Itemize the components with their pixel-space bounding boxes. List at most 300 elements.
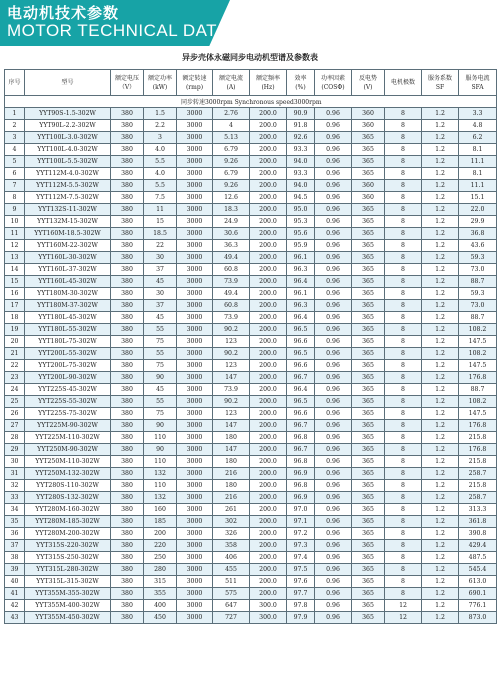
table-cell: 0.96: [315, 432, 352, 444]
table-cell: 8: [385, 396, 422, 408]
table-cell: 180: [213, 456, 250, 468]
table-cell: 132: [144, 468, 177, 480]
table-row: [5, 588, 497, 600]
table-cell: 8: [385, 432, 422, 444]
table-cell: 1.2: [422, 192, 459, 204]
table-cell: YYT180L-75-302W: [25, 336, 111, 348]
table-cell: 41: [5, 588, 25, 600]
table-cell: 360: [352, 192, 385, 204]
table-cell: 3000: [177, 408, 213, 420]
table-cell: 1.2: [422, 612, 459, 624]
table-cell: 6.79: [213, 168, 250, 180]
table-cell: 390.8: [459, 528, 497, 540]
table-cell: 380: [111, 480, 144, 492]
table-cell: 3000: [177, 468, 213, 480]
table-cell: YYT225S-75-302W: [25, 408, 111, 420]
table-cell: 22.0: [459, 204, 497, 216]
table-cell: 0.96: [315, 324, 352, 336]
table-cell: 0.96: [315, 300, 352, 312]
table-cell: 8: [385, 156, 422, 168]
table-cell: YYT100L-3.0-302W: [25, 132, 111, 144]
table-cell: 200.0: [250, 240, 287, 252]
table-cell: 94.0: [287, 156, 315, 168]
table-cell: 8: [385, 228, 422, 240]
header-banner: [0, 0, 500, 46]
table-cell: 18.5: [144, 228, 177, 240]
table-cell: 2.2: [144, 120, 177, 132]
table-cell: 132: [144, 492, 177, 504]
table-row: [5, 348, 497, 360]
table-cell: 0.96: [315, 504, 352, 516]
table-cell: 380: [111, 588, 144, 600]
table-cell: 97.4: [287, 552, 315, 564]
table-cell: 108.2: [459, 348, 497, 360]
table-cell: 200.0: [250, 408, 287, 420]
table-cell: 380: [111, 396, 144, 408]
table-cell: 90.9: [287, 108, 315, 120]
table-cell: 0.96: [315, 480, 352, 492]
table-cell: YYT160L-37-302W: [25, 264, 111, 276]
table-cell: 360: [352, 108, 385, 120]
column-header: [385, 70, 422, 96]
column-header-unit: (COSΦ): [321, 83, 345, 91]
table-cell: 96.5: [287, 348, 315, 360]
table-cell: YYT90S-1.5-302W: [25, 108, 111, 120]
table-cell: YYT355M-355-302W: [25, 588, 111, 600]
table-row: [5, 612, 497, 624]
table-cell: 575: [213, 588, 250, 600]
table-cell: 365: [352, 372, 385, 384]
table-cell: 12: [5, 240, 25, 252]
column-header-label: 效率: [294, 74, 307, 82]
table-cell: 0.96: [315, 192, 352, 204]
table-cell: 42: [5, 600, 25, 612]
table-cell: 380: [111, 516, 144, 528]
table-cell: 1.2: [422, 396, 459, 408]
table-cell: 11: [144, 204, 177, 216]
table-cell: 2: [5, 120, 25, 132]
table-cell: 0.96: [315, 276, 352, 288]
table-cell: 380: [111, 336, 144, 348]
table-cell: 97.7: [287, 588, 315, 600]
column-header: [250, 70, 287, 96]
table-cell: 1.2: [422, 336, 459, 348]
table-cell: 176.8: [459, 420, 497, 432]
table-cell: YYT280M-160-302W: [25, 504, 111, 516]
table-cell: 8: [385, 492, 422, 504]
table-cell: 34: [5, 504, 25, 516]
table-cell: 365: [352, 240, 385, 252]
table-row: [5, 600, 497, 612]
table-row: [5, 516, 497, 528]
table-cell: 361.8: [459, 516, 497, 528]
table-cell: 727: [213, 612, 250, 624]
table-cell: 60.8: [213, 300, 250, 312]
table-cell: 200.0: [250, 384, 287, 396]
table-cell: 22: [144, 240, 177, 252]
table-cell: 8: [385, 300, 422, 312]
table-cell: YYT280S-110-302W: [25, 480, 111, 492]
table-cell: 123: [213, 408, 250, 420]
table-row: [5, 240, 497, 252]
table-cell: 8: [385, 168, 422, 180]
table-cell: 97.9: [287, 612, 315, 624]
table-cell: 360: [352, 120, 385, 132]
table-cell: 0.96: [315, 336, 352, 348]
table-cell: 360: [352, 180, 385, 192]
table-cell: 200.0: [250, 528, 287, 540]
table-cell: 0.96: [315, 468, 352, 480]
table-cell: 0.96: [315, 156, 352, 168]
table-cell: 4.8: [459, 120, 497, 132]
column-header-label: 额定转速: [182, 74, 207, 82]
table-cell: 200.0: [250, 396, 287, 408]
table-cell: 90.2: [213, 396, 250, 408]
table-cell: 96.5: [287, 396, 315, 408]
table-cell: 216: [213, 468, 250, 480]
table-cell: 3000: [177, 204, 213, 216]
table-cell: 450: [144, 612, 177, 624]
table-cell: 1.2: [422, 216, 459, 228]
table-cell: 380: [111, 468, 144, 480]
table-row: [5, 576, 497, 588]
table-cell: 3000: [177, 384, 213, 396]
table-cell: 110: [144, 456, 177, 468]
table-cell: YYT200L-75-302W: [25, 360, 111, 372]
table-cell: 0.96: [315, 348, 352, 360]
table-cell: 1.2: [422, 552, 459, 564]
table-cell: 3000: [177, 216, 213, 228]
table-row: [5, 300, 497, 312]
table-cell: 380: [111, 276, 144, 288]
table-cell: 200.0: [250, 144, 287, 156]
table-cell: 40: [5, 576, 25, 588]
table-cell: 647: [213, 600, 250, 612]
table-cell: 0.96: [315, 456, 352, 468]
table-cell: 0.96: [315, 528, 352, 540]
table-cell: 3000: [177, 348, 213, 360]
table-cell: 8: [5, 192, 25, 204]
table-cell: 365: [352, 420, 385, 432]
table-cell: 216: [213, 492, 250, 504]
table-cell: 3000: [177, 324, 213, 336]
table-cell: 8: [385, 528, 422, 540]
motor-spec-table: [4, 69, 497, 624]
table-cell: 380: [111, 288, 144, 300]
table-row: [5, 504, 497, 516]
table-cell: 0.96: [315, 216, 352, 228]
table-cell: 365: [352, 540, 385, 552]
table-row: [5, 372, 497, 384]
table-cell: 21: [5, 348, 25, 360]
table-cell: 380: [111, 504, 144, 516]
table-cell: 365: [352, 384, 385, 396]
table-cell: 88.7: [459, 312, 497, 324]
table-cell: 96.7: [287, 372, 315, 384]
table-row: [5, 360, 497, 372]
table-cell: 45: [144, 312, 177, 324]
table-cell: 8: [385, 120, 422, 132]
table-cell: 380: [111, 252, 144, 264]
column-header-unit: (V): [363, 83, 373, 91]
table-cell: 90: [144, 420, 177, 432]
table-cell: 97.0: [287, 504, 315, 516]
table-cell: 8: [385, 204, 422, 216]
table-cell: 15: [144, 216, 177, 228]
table-cell: 30: [144, 252, 177, 264]
table-cell: 380: [111, 420, 144, 432]
table-cell: 0.96: [315, 516, 352, 528]
table-cell: 300.0: [250, 612, 287, 624]
table-cell: 147: [213, 444, 250, 456]
table-cell: 776.1: [459, 600, 497, 612]
table-cell: 96.4: [287, 384, 315, 396]
table-cell: 3000: [177, 372, 213, 384]
table-cell: 358: [213, 540, 250, 552]
table-cell: 3.3: [459, 108, 497, 120]
table-cell: 380: [111, 564, 144, 576]
table-cell: 355: [144, 588, 177, 600]
table-row: [5, 288, 497, 300]
table-cell: 8: [385, 360, 422, 372]
table-cell: 3: [144, 132, 177, 144]
table-cell: 1.2: [422, 444, 459, 456]
table-cell: 200.0: [250, 252, 287, 264]
table-cell: 1.2: [422, 456, 459, 468]
table-cell: YYT160L-30-302W: [25, 252, 111, 264]
table-cell: 365: [352, 264, 385, 276]
table-cell: 13: [5, 252, 25, 264]
table-cell: 10: [5, 216, 25, 228]
table-cell: 1.2: [422, 132, 459, 144]
table-cell: 8: [385, 408, 422, 420]
table-cell: 97.6: [287, 576, 315, 588]
table-cell: 3000: [177, 312, 213, 324]
table-cell: 1.2: [422, 228, 459, 240]
table-cell: 8: [385, 516, 422, 528]
table-cell: 0.96: [315, 288, 352, 300]
table-cell: 1.2: [422, 576, 459, 588]
table-cell: 200.0: [250, 456, 287, 468]
table-cell: 365: [352, 564, 385, 576]
table-cell: 365: [352, 456, 385, 468]
table-cell: 8: [385, 576, 422, 588]
table-row: [5, 192, 497, 204]
column-header-unit: (Hz): [261, 83, 275, 91]
table-cell: 73.0: [459, 264, 497, 276]
table-cell: 1.2: [422, 144, 459, 156]
table-cell: 365: [352, 396, 385, 408]
table-cell: 15: [5, 276, 25, 288]
table-cell: 18.3: [213, 204, 250, 216]
table-cell: 2.76: [213, 108, 250, 120]
table-cell: 365: [352, 276, 385, 288]
header-title-cn: 电动机技术参数: [7, 4, 120, 22]
table-cell: YYT250M-90-302W: [25, 444, 111, 456]
table-cell: 24: [5, 384, 25, 396]
table-cell: 1.2: [422, 588, 459, 600]
table-cell: 15.1: [459, 192, 497, 204]
table-cell: 73.9: [213, 276, 250, 288]
table-cell: 96.6: [287, 360, 315, 372]
table-cell: YYT280M-185-302W: [25, 516, 111, 528]
table-cell: 3000: [177, 564, 213, 576]
table-cell: 27: [5, 420, 25, 432]
table-cell: 380: [111, 456, 144, 468]
table-cell: 3000: [177, 480, 213, 492]
table-cell: 8: [385, 276, 422, 288]
table-cell: YYT315L-280-302W: [25, 564, 111, 576]
table-cell: 200.0: [250, 180, 287, 192]
table-cell: 0.96: [315, 312, 352, 324]
table-cell: 19: [5, 324, 25, 336]
table-cell: 1.2: [422, 324, 459, 336]
table-cell: 545.4: [459, 564, 497, 576]
table-cell: 200.0: [250, 540, 287, 552]
table-cell: 147.5: [459, 360, 497, 372]
table-cell: 96.6: [287, 408, 315, 420]
table-cell: YYT90L-2.2-302W: [25, 120, 111, 132]
table-cell: 180: [213, 432, 250, 444]
column-header-label: 服务电流: [465, 74, 490, 82]
column-header-label: 反电势: [358, 74, 377, 82]
column-header-label: 序号: [8, 79, 21, 86]
table-cell: 55: [144, 324, 177, 336]
table-cell: 200.0: [250, 444, 287, 456]
table-cell: 3000: [177, 108, 213, 120]
column-header-label: 电机极数: [390, 79, 415, 86]
table-cell: 96.8: [287, 480, 315, 492]
table-cell: 93.3: [287, 168, 315, 180]
table-cell: 11.1: [459, 156, 497, 168]
table-cell: 55: [144, 348, 177, 360]
table-cell: 3000: [177, 576, 213, 588]
table-cell: 200.0: [250, 480, 287, 492]
table-cell: 1.2: [422, 348, 459, 360]
table-cell: 96.7: [287, 420, 315, 432]
column-header: [213, 70, 250, 96]
table-row: [5, 216, 497, 228]
table-cell: 315: [144, 576, 177, 588]
table-cell: 1.2: [422, 408, 459, 420]
table-cell: 380: [111, 408, 144, 420]
table-cell: 380: [111, 492, 144, 504]
table-cell: 96.7: [287, 444, 315, 456]
table-cell: 365: [352, 408, 385, 420]
table-cell: 1.5: [144, 108, 177, 120]
table-cell: 36.3: [213, 240, 250, 252]
section-label: 同步转速3000rpm Synchronous speed3000rpm: [5, 96, 497, 108]
column-header: [422, 70, 459, 96]
table-cell: 380: [111, 312, 144, 324]
table-cell: 0.96: [315, 384, 352, 396]
column-header: [177, 70, 213, 96]
table-cell: 380: [111, 540, 144, 552]
table-cell: 380: [111, 120, 144, 132]
table-cell: 380: [111, 240, 144, 252]
table-cell: YYT355M-400-302W: [25, 600, 111, 612]
table-cell: 365: [352, 312, 385, 324]
table-cell: 11: [5, 228, 25, 240]
header-title-en: MOTOR TECHNICAL DATA: [7, 21, 228, 40]
table-cell: 429.4: [459, 540, 497, 552]
table-cell: 3000: [177, 360, 213, 372]
table-row: [5, 324, 497, 336]
table-cell: 380: [111, 216, 144, 228]
table-cell: YYT132M-15-302W: [25, 216, 111, 228]
table-cell: 511: [213, 576, 250, 588]
column-header: [287, 70, 315, 96]
table-cell: 300.0: [250, 600, 287, 612]
table-cell: 9.26: [213, 180, 250, 192]
table-cell: 215.8: [459, 480, 497, 492]
table-cell: 380: [111, 180, 144, 192]
table-cell: 220: [144, 540, 177, 552]
table-cell: YYT225M-110-302W: [25, 432, 111, 444]
table-cell: 90.2: [213, 324, 250, 336]
table-cell: 55: [144, 396, 177, 408]
table-cell: 18: [5, 312, 25, 324]
table-cell: 36.8: [459, 228, 497, 240]
table-cell: 3000: [177, 528, 213, 540]
table-cell: 365: [352, 612, 385, 624]
table-cell: 30: [144, 288, 177, 300]
table-cell: 258.7: [459, 492, 497, 504]
table-cell: 365: [352, 468, 385, 480]
table-cell: 0.96: [315, 120, 352, 132]
table-cell: 200.0: [250, 348, 287, 360]
table-cell: 200.0: [250, 120, 287, 132]
table-cell: 1.2: [422, 108, 459, 120]
table-cell: 1.2: [422, 384, 459, 396]
table-cell: 96.3: [287, 264, 315, 276]
table-cell: 380: [111, 576, 144, 588]
table-cell: 1.2: [422, 312, 459, 324]
table-cell: 3: [5, 132, 25, 144]
table-cell: 108.2: [459, 324, 497, 336]
table-cell: 200.0: [250, 276, 287, 288]
table-cell: 0.96: [315, 420, 352, 432]
table-cell: 92.6: [287, 132, 315, 144]
table-cell: 176.8: [459, 372, 497, 384]
table-cell: 35: [5, 516, 25, 528]
table-cell: 8: [385, 444, 422, 456]
table-cell: 215.8: [459, 456, 497, 468]
table-cell: 180: [213, 480, 250, 492]
table-cell: YYT180L-45-302W: [25, 312, 111, 324]
table-cell: 380: [111, 444, 144, 456]
table-cell: 1.2: [422, 252, 459, 264]
table-cell: 45: [144, 276, 177, 288]
table-cell: 1.2: [422, 504, 459, 516]
table-cell: 3000: [177, 288, 213, 300]
table-cell: 0.96: [315, 588, 352, 600]
table-cell: YYT315S-250-302W: [25, 552, 111, 564]
table-cell: 365: [352, 444, 385, 456]
table-cell: 7: [5, 180, 25, 192]
table-cell: 250: [144, 552, 177, 564]
table-cell: 22: [5, 360, 25, 372]
table-cell: 0.96: [315, 396, 352, 408]
table-cell: 0.96: [315, 408, 352, 420]
table-cell: 33: [5, 492, 25, 504]
table-cell: 1.2: [422, 360, 459, 372]
table-cell: 3000: [177, 276, 213, 288]
table-cell: 0.96: [315, 144, 352, 156]
table-cell: 1.2: [422, 180, 459, 192]
table-cell: 95.6: [287, 228, 315, 240]
table-cell: 95.0: [287, 204, 315, 216]
